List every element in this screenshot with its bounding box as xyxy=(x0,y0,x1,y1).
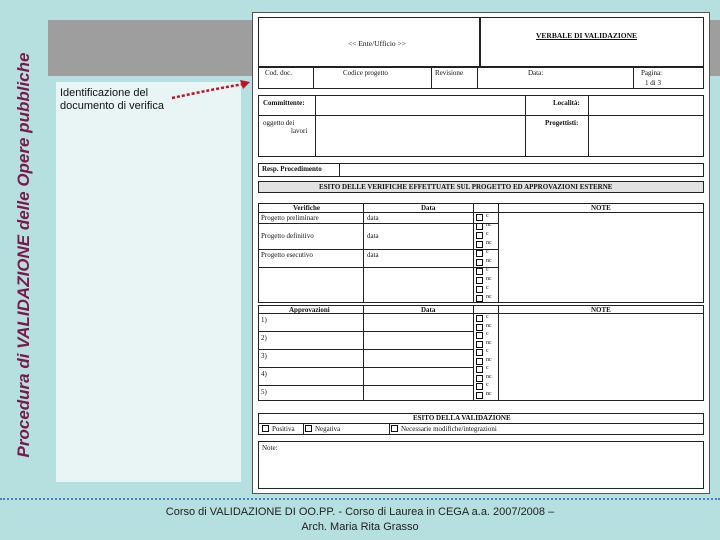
oggetto-label-2: lavori xyxy=(291,127,308,135)
row-esecutivo-data: data xyxy=(367,251,379,259)
check-label: nc xyxy=(486,222,492,228)
esito-validazione-title: ESITO DELLA VALIDAZIONE xyxy=(413,414,511,422)
approvazione-4: 4) xyxy=(261,370,267,378)
check-label: nc xyxy=(486,258,492,264)
check-label: nc xyxy=(486,294,492,300)
check-box[interactable] xyxy=(476,286,483,293)
esito-verifiche-title: ESITO DELLE VERIFICHE EFFETTUATE SUL PROGETTO ED APPROVAZIONI ESTERNE xyxy=(319,183,613,191)
modifiche-checkbox[interactable] xyxy=(391,425,398,432)
verbale-cell xyxy=(480,17,704,67)
row-preliminare-data: data xyxy=(367,214,379,222)
negativa-label: Negativa xyxy=(315,425,341,433)
check-label: c xyxy=(486,231,489,237)
check-label: c xyxy=(486,213,489,219)
page-value: 1 di 3 xyxy=(645,79,661,87)
check-box[interactable] xyxy=(476,268,483,275)
ente-text: << Ente/Ufficio >> xyxy=(348,39,407,48)
localita-label: Località: xyxy=(553,99,580,107)
col-pagina: Pagina: xyxy=(641,69,662,77)
arrow-icon xyxy=(170,78,252,104)
col-cod-doc: Cod. doc. xyxy=(265,69,293,77)
col-codice-progetto: Codice progetto xyxy=(343,69,388,77)
footer-line-1: Corso di VALIDAZIONE DI OO.PP. - Corso di Laurea in CEGA a.a. 2007/2008 – xyxy=(165,506,555,518)
positiva-label: Positiva xyxy=(272,425,295,433)
check-label: c xyxy=(486,382,489,388)
check-box[interactable] xyxy=(476,349,483,356)
check-box[interactable] xyxy=(476,324,483,331)
check-box[interactable] xyxy=(476,392,483,399)
label-text: Identificazione del documento di verifica xyxy=(60,87,164,112)
progettisti-label: Progettisti: xyxy=(545,119,579,127)
col-data: Data: xyxy=(528,69,544,77)
approvazione-5: 5) xyxy=(261,388,267,396)
check-box[interactable] xyxy=(476,250,483,257)
check-box[interactable] xyxy=(476,223,483,230)
validation-document xyxy=(252,12,710,494)
approvazione-2: 2) xyxy=(261,334,267,342)
approvazioni-head-data: Data xyxy=(421,306,436,314)
check-label: c xyxy=(486,249,489,255)
check-label: c xyxy=(486,267,489,273)
check-box[interactable] xyxy=(476,358,483,365)
check-label: nc xyxy=(486,390,492,397)
verifiche-head-note: NOTE xyxy=(591,204,611,212)
positiva-checkbox[interactable] xyxy=(262,425,269,432)
check-label: c xyxy=(486,314,489,320)
check-box[interactable] xyxy=(476,232,483,239)
check-box[interactable] xyxy=(476,277,483,284)
check-box[interactable] xyxy=(476,214,483,221)
verbale-title: VERBALE DI VALIDAZIONE xyxy=(536,31,638,40)
oggetto-label-1: oggetto dei xyxy=(263,119,295,127)
code-row xyxy=(258,67,704,89)
footer-line-2: Arch. Maria Rita Grasso xyxy=(301,521,419,533)
check-box[interactable] xyxy=(476,315,483,322)
check-box[interactable] xyxy=(476,332,483,339)
check-box[interactable] xyxy=(476,375,483,382)
check-box[interactable] xyxy=(476,295,483,302)
row-preliminare: Progetto preliminare xyxy=(261,214,319,222)
row-definitivo-data: data xyxy=(367,232,379,240)
note-block xyxy=(258,441,704,489)
approvazione-3: 3) xyxy=(261,352,267,360)
check-label: c xyxy=(486,331,489,337)
check-label: c xyxy=(486,285,489,291)
check-label: c xyxy=(486,365,489,371)
footer xyxy=(130,505,590,535)
resp-row xyxy=(258,163,704,177)
check-box[interactable] xyxy=(476,383,483,390)
approvazioni-head-note: NOTE xyxy=(591,306,611,314)
check-label: nc xyxy=(486,373,492,380)
check-box[interactable] xyxy=(476,259,483,266)
row-definitivo: Progetto definitivo xyxy=(261,232,314,240)
negativa-checkbox[interactable] xyxy=(305,425,312,432)
divider xyxy=(0,498,720,500)
vertical-title: Procedura di VALIDAZIONE delle Opere pubbliche xyxy=(14,52,33,458)
check-label: c xyxy=(486,348,489,354)
check-box[interactable] xyxy=(476,241,483,248)
committente-block xyxy=(258,95,704,157)
row-esecutivo: Progetto esecutivo xyxy=(261,251,313,259)
verifiche-head: Verifiche xyxy=(293,204,320,212)
check-label: nc xyxy=(486,322,492,329)
col-revisione: Revisione xyxy=(435,69,463,77)
check-label: nc xyxy=(486,339,492,346)
check-box[interactable] xyxy=(476,341,483,348)
check-box[interactable] xyxy=(476,366,483,373)
approvazione-1: 1) xyxy=(261,316,267,324)
resp-label: Resp. Procedimento xyxy=(262,165,322,173)
label-panel xyxy=(56,82,241,482)
check-label: nc xyxy=(486,276,492,282)
check-label: nc xyxy=(486,240,492,246)
committente-label: Committente: xyxy=(263,99,305,107)
modifiche-label: Necessarie modifiche/integrazioni xyxy=(401,425,497,433)
verifiche-head-data: Data xyxy=(421,204,436,212)
check-label: nc xyxy=(486,356,492,363)
approvazioni-head: Approvazioni xyxy=(289,306,330,314)
note-label: Note: xyxy=(262,444,278,452)
